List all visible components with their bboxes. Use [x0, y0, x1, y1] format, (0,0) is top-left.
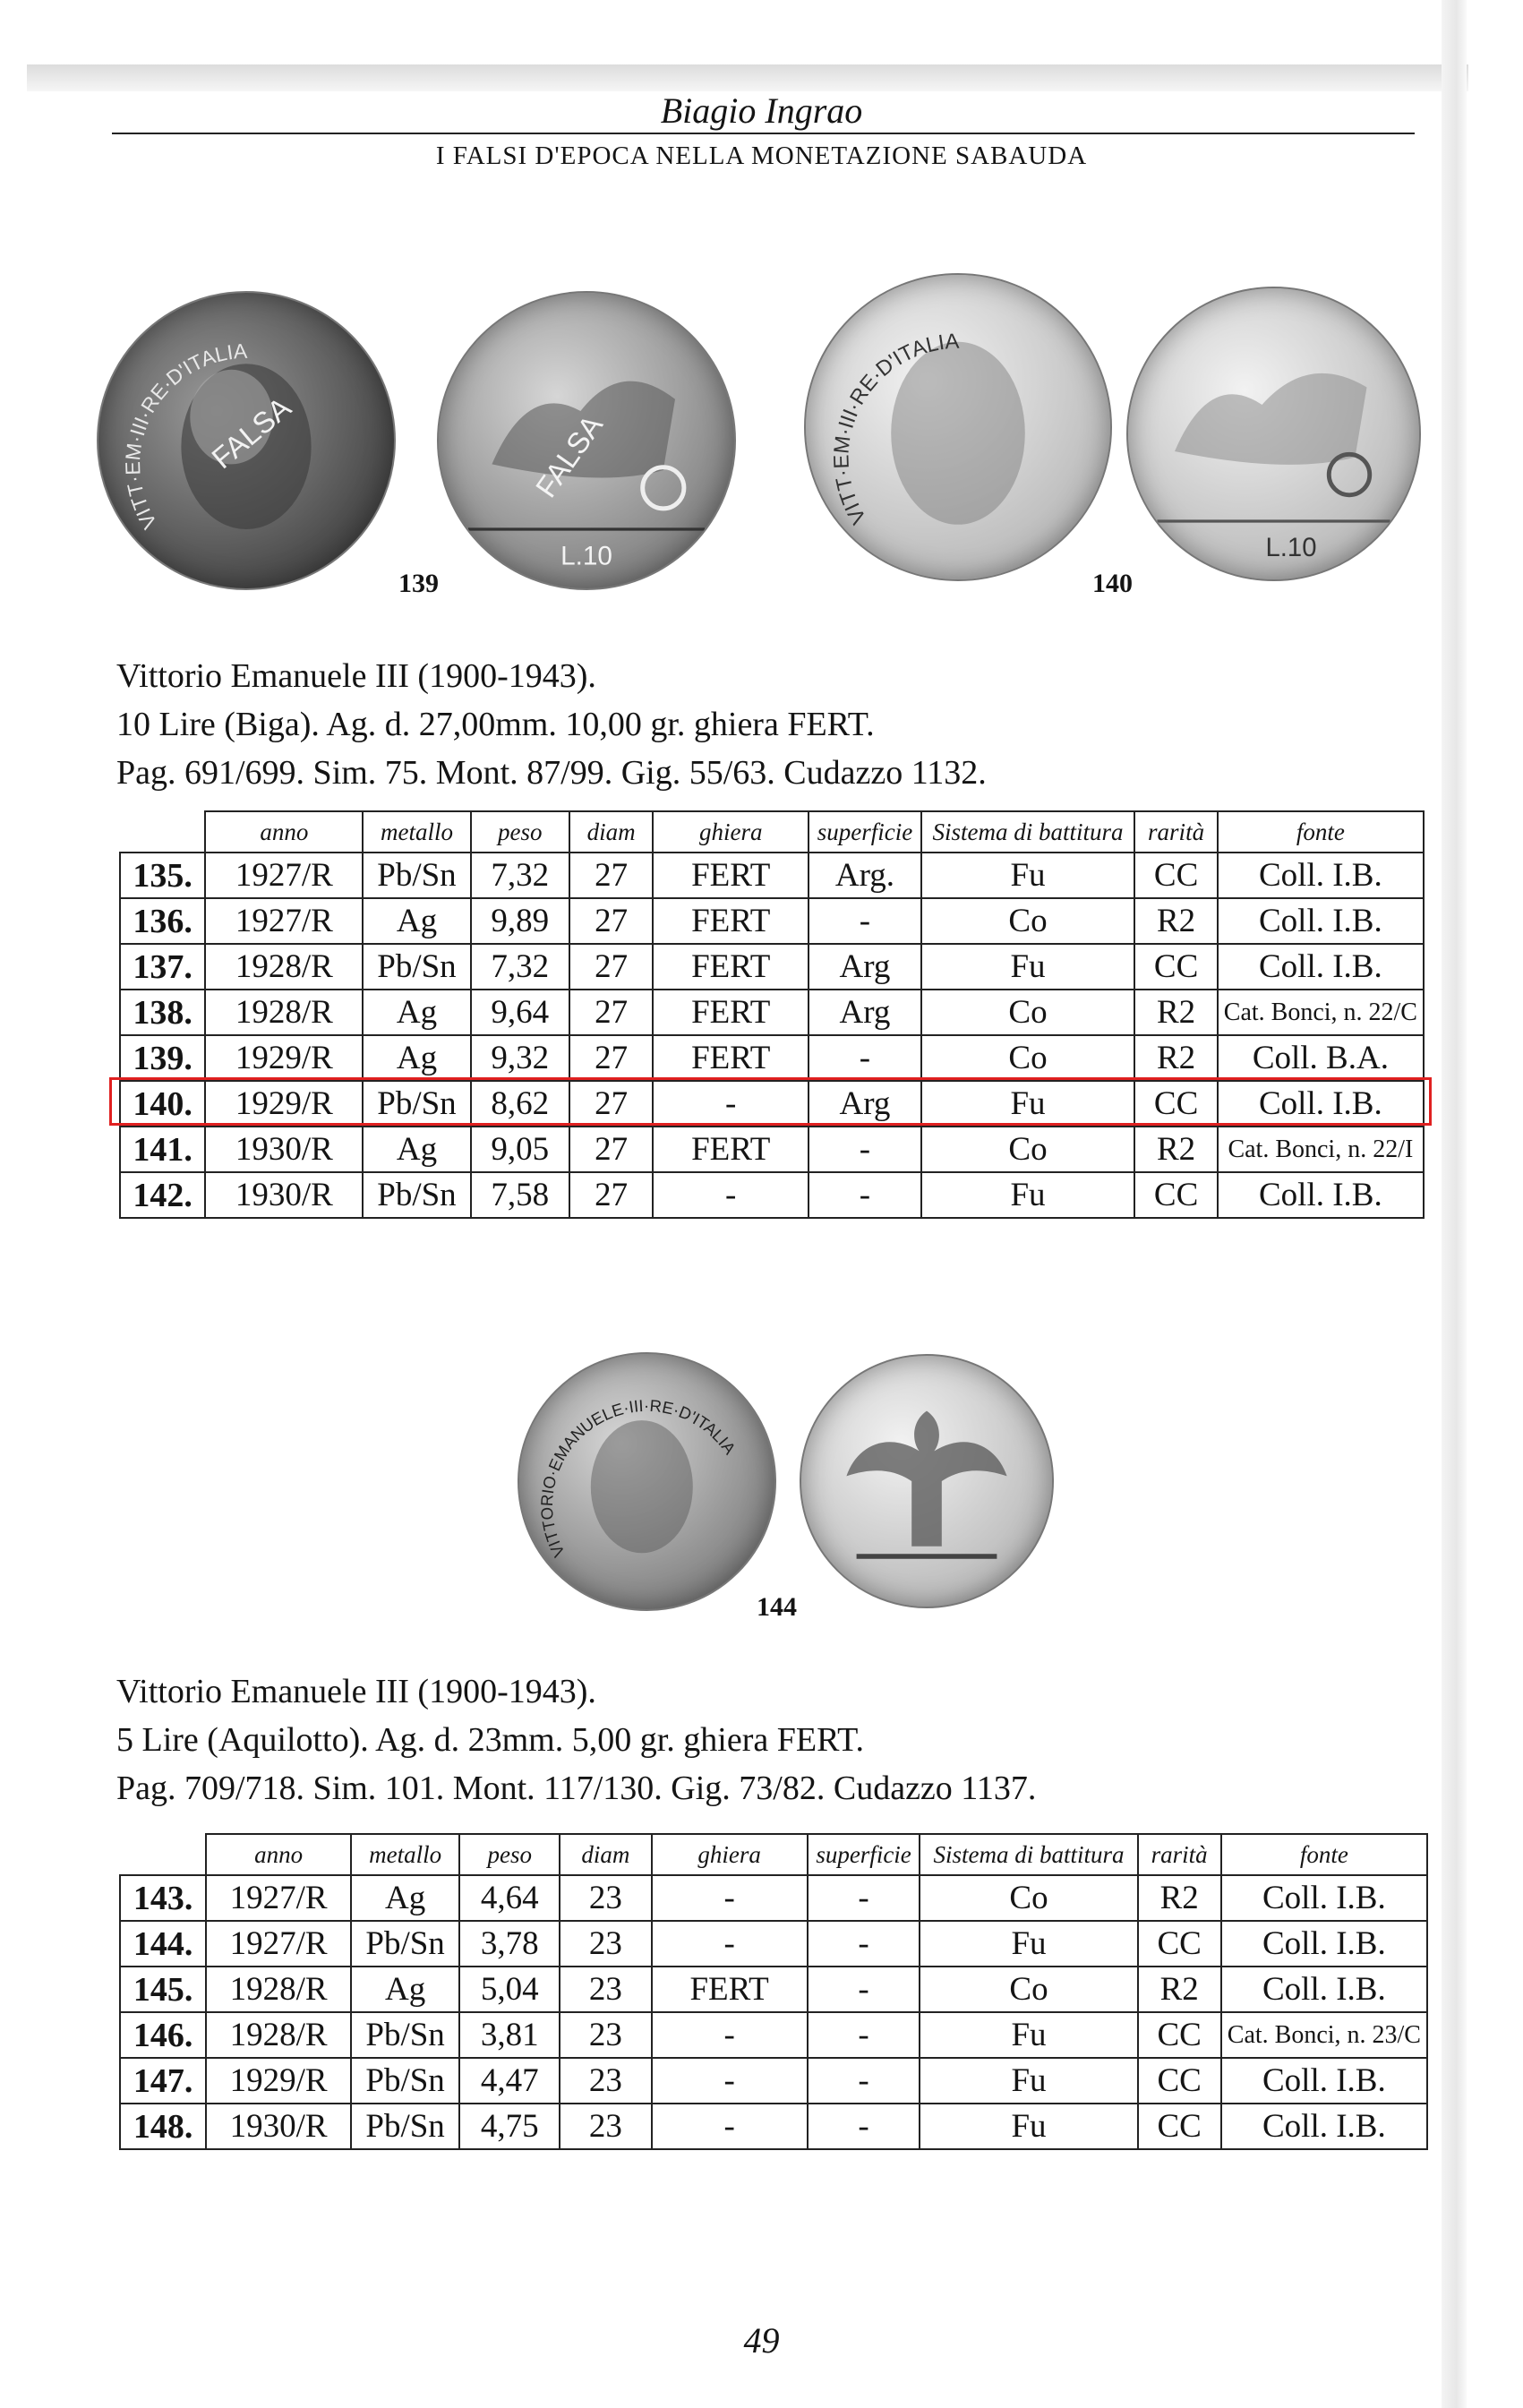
cell-rarita: R2 [1134, 1127, 1217, 1172]
table-header-row [120, 1834, 1427, 1875]
section2-line: Vittorio Emanuele III (1900-1943). [116, 1673, 596, 1710]
section1-line: 10 Lire (Biga). Ag. d. 27,00mm. 10,00 gr. ghiera FERT. [116, 706, 875, 743]
cell-peso: 4,64 [459, 1875, 560, 1921]
row-number: 136. [120, 898, 205, 944]
cell-sistema: Fu [921, 1081, 1135, 1127]
row-number: 145. [120, 1967, 206, 2012]
cell-superficie: - [809, 1035, 920, 1081]
cell-anno: 1930/R [206, 2104, 351, 2149]
cell-diam: 27 [569, 944, 653, 990]
cell-fonte: Coll. I.B. [1221, 1967, 1427, 2012]
row-number: 148. [120, 2104, 206, 2149]
figure-label-140: 140 [1092, 569, 1133, 598]
cell-ghiera: FERT [652, 1967, 808, 2012]
header-author: Biagio Ingrao [660, 90, 863, 131]
section2-line: 5 Lire (Aquilotto). Ag. d. 23mm. 5,00 gr. ghiera FERT. [116, 1721, 865, 1759]
cell-peso: 5,04 [459, 1967, 560, 2012]
cell-metallo: Pb/Sn [351, 2012, 459, 2058]
cell-sistema: Co [921, 1127, 1135, 1172]
figure-label-144: 144 [757, 1592, 797, 1622]
section2-description [116, 1667, 1036, 1812]
cell-fonte: Cat. Bonci, n. 22/I [1218, 1127, 1424, 1172]
row-number: 143. [120, 1875, 206, 1921]
cell-peso: 7,32 [471, 944, 569, 990]
cell-superficie: - [809, 898, 920, 944]
cell-ghiera: - [652, 1875, 808, 1921]
cell-diam: 27 [569, 1081, 653, 1127]
cell-rarita: CC [1138, 2058, 1221, 2104]
cell-metallo: Ag [363, 898, 470, 944]
table-row [120, 990, 1424, 1035]
cell-superficie: Arg [809, 944, 920, 990]
coin-140-reverse-value: L.10 [1265, 534, 1317, 562]
section2-line: Pag. 709/718. Sim. 101. Mont. 117/130. Gig. 73/82. Cudazzo 1137. [116, 1770, 1037, 1807]
col-fonte: fonte [1221, 1834, 1427, 1875]
page-number: 49 [743, 2320, 780, 2361]
cell-ghiera: FERT [653, 990, 809, 1035]
cell-metallo: Pb/Sn [363, 944, 470, 990]
cell-diam: 23 [560, 2058, 651, 2104]
cell-anno: 1928/R [206, 2012, 351, 2058]
cell-fonte: Coll. I.B. [1218, 898, 1424, 944]
cell-anno: 1929/R [206, 2058, 351, 2104]
col-superficie: superficie [809, 811, 920, 853]
cell-ghiera: FERT [653, 944, 809, 990]
cell-peso: 9,05 [471, 1127, 569, 1172]
cell-rarita: CC [1134, 944, 1217, 990]
cell-anno: 1928/R [205, 944, 363, 990]
cell-superficie: Arg [809, 990, 920, 1035]
cell-superficie: - [808, 2058, 920, 2104]
cell-superficie: - [809, 1172, 920, 1218]
cell-superficie: - [808, 2104, 920, 2149]
coin-140-obverse-image [804, 273, 1112, 581]
cell-diam: 27 [569, 853, 653, 898]
cell-sistema: Fu [920, 2058, 1137, 2104]
row-number: 139. [120, 1035, 205, 1081]
cell-ghiera: FERT [653, 1127, 809, 1172]
cell-sistema: Fu [921, 944, 1135, 990]
table-header-row [120, 811, 1424, 853]
table-row [120, 853, 1424, 898]
cell-ghiera: FERT [653, 1035, 809, 1081]
cell-sistema: Fu [921, 853, 1135, 898]
row-number: 141. [120, 1127, 205, 1172]
coin-140-obverse-legend: VITT·EM·III·RE·D'ITALIA [829, 329, 960, 528]
coin-144-obverse-image [518, 1352, 776, 1611]
cell-peso: 4,47 [459, 2058, 560, 2104]
col-diam: diam [569, 811, 653, 853]
cell-sistema: Co [921, 1035, 1135, 1081]
col-ghiera: ghiera [653, 811, 809, 853]
cell-peso: 9,89 [471, 898, 569, 944]
row-140-highlight-box [109, 1077, 1432, 1126]
coin-139-obverse-stamp: FALSA [205, 390, 297, 476]
cell-rarita: R2 [1134, 1035, 1217, 1081]
table-row [120, 2058, 1427, 2104]
cell-fonte: Coll. I.B. [1218, 1172, 1424, 1218]
cell-ghiera: - [652, 2058, 808, 2104]
cell-fonte: Coll. I.B. [1221, 1921, 1427, 1967]
cell-anno: 1928/R [205, 990, 363, 1035]
cell-anno: 1927/R [206, 1921, 351, 1967]
cell-rarita: CC [1134, 1172, 1217, 1218]
col-rarita: rarità [1138, 1834, 1221, 1875]
cell-rarita: R2 [1134, 898, 1217, 944]
col-fonte: fonte [1218, 811, 1424, 853]
col-anno: anno [205, 811, 363, 853]
cell-rarita: CC [1138, 2012, 1221, 2058]
col-rarita: rarità [1134, 811, 1217, 853]
cell-diam: 27 [569, 1127, 653, 1172]
row-number: 138. [120, 990, 205, 1035]
cell-sistema: Co [920, 1967, 1137, 2012]
cell-peso: 9,32 [471, 1035, 569, 1081]
cell-fonte: Coll. I.B. [1218, 1081, 1424, 1127]
cell-rarita: CC [1134, 1081, 1217, 1127]
cell-rarita: R2 [1138, 1875, 1221, 1921]
cell-anno: 1927/R [205, 898, 363, 944]
cell-superficie: Arg. [809, 853, 920, 898]
col-metallo: metallo [363, 811, 470, 853]
row-number: 137. [120, 944, 205, 990]
cell-fonte: Coll. I.B. [1221, 1875, 1427, 1921]
cell-anno: 1929/R [205, 1035, 363, 1081]
cell-anno: 1927/R [206, 1875, 351, 1921]
cell-ghiera: - [653, 1172, 809, 1218]
cell-anno: 1930/R [205, 1172, 363, 1218]
cell-sistema: Co [921, 990, 1135, 1035]
cell-anno: 1928/R [206, 1967, 351, 2012]
cell-superficie: - [808, 1967, 920, 2012]
cell-ghiera: FERT [653, 898, 809, 944]
page-shadow [27, 64, 1468, 91]
cell-metallo: Pb/Sn [363, 1172, 470, 1218]
cell-peso: 8,62 [471, 1081, 569, 1127]
cell-diam: 23 [560, 2012, 651, 2058]
cell-fonte: Coll. I.B. [1221, 2104, 1427, 2149]
header-title: I FALSI D'EPOCA NELLA MONETAZIONE SABAUDA [435, 141, 1088, 170]
cell-superficie: - [808, 1875, 920, 1921]
section1-table [119, 810, 1425, 1219]
coin-139-obverse-legend: VITT·EM·III·RE·D'ITALIA [121, 338, 248, 534]
cell-peso: 7,58 [471, 1172, 569, 1218]
row-number: 140. [120, 1081, 205, 1127]
cell-diam: 27 [569, 1172, 653, 1218]
cell-diam: 23 [560, 1875, 651, 1921]
cell-fonte: Coll. I.B. [1218, 853, 1424, 898]
coin-139-reverse-value: L.10 [560, 541, 612, 571]
cell-diam: 23 [560, 1921, 651, 1967]
cell-metallo: Ag [351, 1875, 459, 1921]
header-blank [120, 811, 205, 853]
page-edge [1442, 0, 1467, 2408]
cell-metallo: Pb/Sn [351, 2058, 459, 2104]
cell-metallo: Ag [363, 990, 470, 1035]
row-number: 144. [120, 1921, 206, 1967]
cell-sistema: Co [920, 1875, 1137, 1921]
cell-ghiera: - [653, 1081, 809, 1127]
cell-peso: 9,64 [471, 990, 569, 1035]
cell-fonte: Coll. B.A. [1218, 1035, 1424, 1081]
col-metallo: metallo [351, 1834, 459, 1875]
col-peso: peso [471, 811, 569, 853]
table-row [120, 1875, 1427, 1921]
cell-rarita: R2 [1134, 990, 1217, 1035]
cell-ghiera: - [652, 1921, 808, 1967]
cell-anno: 1930/R [205, 1127, 363, 1172]
cell-fonte: Coll. I.B. [1221, 2058, 1427, 2104]
coin-139-reverse-stamp: FALSA [528, 408, 610, 504]
cell-fonte: Coll. I.B. [1218, 944, 1424, 990]
table-row [120, 944, 1424, 990]
cell-metallo: Pb/Sn [363, 1081, 470, 1127]
cell-peso: 3,78 [459, 1921, 560, 1967]
row-number: 142. [120, 1172, 205, 1218]
cell-superficie: Arg [809, 1081, 920, 1127]
cell-metallo: Ag [363, 1127, 470, 1172]
section1-line: Vittorio Emanuele III (1900-1943). [116, 657, 596, 695]
coin-144-reverse-image [800, 1354, 1054, 1608]
table-row [120, 1035, 1424, 1081]
cell-superficie: - [809, 1127, 920, 1172]
figure-label-139: 139 [398, 569, 439, 598]
header-rule [112, 133, 1415, 134]
coin-139-obverse-image [97, 291, 396, 590]
col-superficie: superficie [808, 1834, 920, 1875]
row-number: 146. [120, 2012, 206, 2058]
table-row [120, 1921, 1427, 1967]
coin-140-reverse-image [1126, 287, 1421, 581]
section1-description [116, 652, 987, 797]
table-row [120, 898, 1424, 944]
cell-diam: 27 [569, 990, 653, 1035]
cell-metallo: Pb/Sn [351, 1921, 459, 1967]
cell-metallo: Ag [363, 1035, 470, 1081]
cell-rarita: R2 [1138, 1967, 1221, 2012]
table-row [120, 2104, 1427, 2149]
col-peso: peso [459, 1834, 560, 1875]
table-row [120, 1967, 1427, 2012]
cell-superficie: - [808, 1921, 920, 1967]
cell-diam: 23 [560, 1967, 651, 2012]
cell-fonte: Cat. Bonci, n. 23/C [1221, 2012, 1427, 2058]
cell-sistema: Fu [920, 2104, 1137, 2149]
cell-anno: 1927/R [205, 853, 363, 898]
cell-rarita: CC [1138, 1921, 1221, 1967]
cell-peso: 4,75 [459, 2104, 560, 2149]
coin-139-reverse-image [437, 291, 736, 590]
cell-fonte: Cat. Bonci, n. 22/C [1218, 990, 1424, 1035]
cell-peso: 3,81 [459, 2012, 560, 2058]
table-row [120, 1172, 1424, 1218]
cell-ghiera: - [652, 2012, 808, 2058]
col-ghiera: ghiera [652, 1834, 808, 1875]
row-number: 135. [120, 853, 205, 898]
cell-diam: 27 [569, 898, 653, 944]
cell-rarita: CC [1134, 853, 1217, 898]
cell-rarita: CC [1138, 2104, 1221, 2149]
cell-diam: 27 [569, 1035, 653, 1081]
section2-table [119, 1833, 1428, 2150]
cell-metallo: Pb/Sn [363, 853, 470, 898]
table-row [120, 2012, 1427, 2058]
cell-peso: 7,32 [471, 853, 569, 898]
cell-sistema: Fu [921, 1172, 1135, 1218]
cell-metallo: Pb/Sn [351, 2104, 459, 2149]
section1-line: Pag. 691/699. Sim. 75. Mont. 87/99. Gig. 55/63. Cudazzo 1132. [116, 754, 987, 792]
table-row [120, 1127, 1424, 1172]
coin-144-obverse-legend: VITTORIO·EMANUELE·III·RE·D'ITALIA [536, 1395, 740, 1561]
col-anno: anno [206, 1834, 351, 1875]
cell-sistema: Fu [920, 1921, 1137, 1967]
cell-sistema: Fu [920, 2012, 1137, 2058]
cell-ghiera: - [652, 2104, 808, 2149]
col-sistema: Sistema di battitura [921, 811, 1135, 853]
cell-diam: 23 [560, 2104, 651, 2149]
col-diam: diam [560, 1834, 651, 1875]
cell-ghiera: FERT [653, 853, 809, 898]
row-number: 147. [120, 2058, 206, 2104]
cell-metallo: Ag [351, 1967, 459, 2012]
cell-anno: 1929/R [205, 1081, 363, 1127]
col-sistema: Sistema di battitura [920, 1834, 1137, 1875]
header-blank [120, 1834, 206, 1875]
cell-superficie: - [808, 2012, 920, 2058]
cell-sistema: Co [921, 898, 1135, 944]
